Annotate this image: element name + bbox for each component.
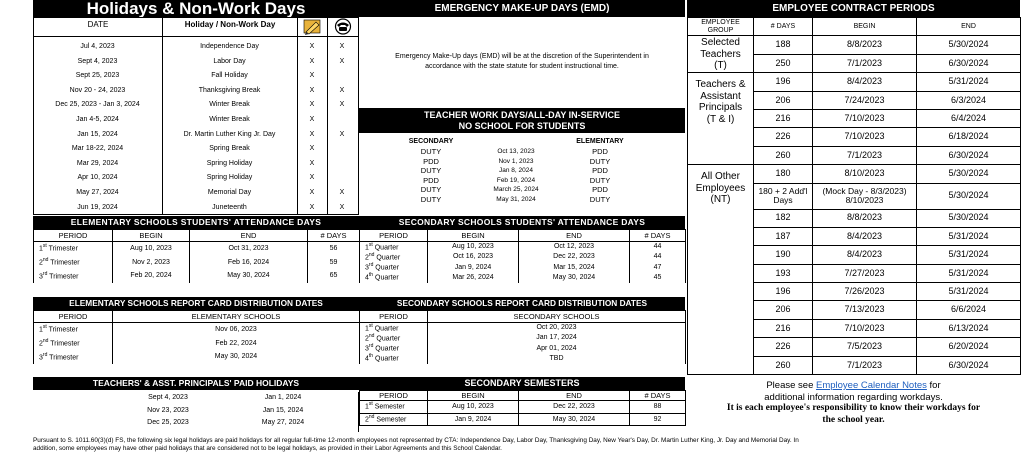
table-row (688, 165, 1021, 183)
holiday-a: X (309, 86, 315, 94)
days-cell: 260 (754, 146, 813, 164)
days-cell: 187 (754, 227, 813, 245)
begin-cell: 7/1/2023 (813, 54, 917, 72)
twd-row (396, 195, 642, 205)
days-cell: 190 (754, 246, 813, 264)
holiday-name: Fall Holiday (211, 72, 248, 80)
holiday-a: X (309, 203, 315, 211)
end-cell: May 30, 2024 (519, 413, 630, 426)
twd-sec: DUTY (420, 185, 442, 195)
begin-cell: Jan 9, 2024 (428, 413, 519, 426)
holiday-row (33, 186, 359, 201)
sem-table (359, 390, 686, 426)
period-cell: 1st Semester (360, 401, 428, 414)
table-row (360, 401, 686, 414)
table-row (34, 255, 360, 269)
table-row (360, 343, 686, 353)
holiday-b: X (339, 203, 345, 211)
col-header: EMPLOYEE GROUP (688, 18, 754, 36)
col-header: END (519, 230, 630, 242)
holidays-col-name: Holiday / Non-Work Day (184, 20, 276, 29)
days-cell: 45 (630, 272, 686, 282)
end-cell: 6/30/2024 (917, 54, 1021, 72)
period-cell: 2nd Quarter (360, 252, 428, 262)
holiday-b: X (339, 86, 345, 94)
paid-date: Dec 25, 2023 (147, 419, 189, 426)
twd-date: Oct 13, 2023 (497, 148, 535, 155)
holidays-title: Holidays & Non-Work Days (33, 0, 359, 17)
days-cell: 44 (630, 242, 686, 252)
twd-elem: PDD (592, 166, 608, 176)
end-cell: 6/30/2024 (917, 356, 1021, 374)
period-cell: 3rd Trimester (34, 269, 113, 283)
begin-cell: Aug 10, 2023 (428, 242, 519, 252)
holiday-date: Dec 25, 2023 - Jan 3, 2024 (55, 101, 140, 109)
period-cell: 3rd Quarter (360, 343, 428, 353)
end-cell: 5/30/2024 (917, 165, 1021, 183)
holiday-b: X (339, 101, 345, 109)
paid-list (33, 392, 359, 432)
days-cell: 216 (754, 319, 813, 337)
holiday-date: Jan 15, 2024 (77, 130, 118, 138)
twd-sec: DUTY (420, 147, 442, 156)
begin-cell: 7/5/2023 (813, 338, 917, 356)
col-header: PERIOD (360, 230, 428, 242)
twd-row (396, 157, 642, 167)
days-cell: 226 (754, 128, 813, 146)
emd-text: Emergency Make-Up days (EMD) will be at the discretion of the Superintendent in accordance with the state statute for student instructional time. (395, 53, 649, 70)
employee-group: All Other Employees (NT) (688, 165, 754, 375)
date-cell: May 30, 2024 (113, 350, 360, 364)
begin-cell: 8/4/2023 (813, 246, 917, 264)
holiday-b: X (339, 188, 345, 196)
holiday-name: Thanksgiving Break (198, 86, 261, 94)
begin-cell: Feb 20, 2024 (113, 269, 190, 283)
footer-note: Pursuant to S. 1011.60(3)(d) FS, the following six legal holidays are paid holidays for all regular full-time 12-month employees not represented by CTA: Independence Day, Labor Day, Thanksgiving Day, New Year's Day, Dr. Martin Luther King, Jr. Day and Memorial Day. In addition, some employees may have other paid holidays that are considered not to be legal holidays, as provided in their Labor Agreements and this School Calendar. (33, 437, 799, 452)
holiday-date: Mar 29, 2024 (76, 159, 119, 167)
begin-cell: 8/8/2023 (813, 36, 917, 54)
twd-date: March 25, 2024 (493, 186, 539, 194)
pencil-icon (302, 18, 324, 35)
days-cell: 188 (754, 36, 813, 54)
col-header: PERIOD (360, 311, 428, 323)
days-cell: 180 + 2 Add'l Days (754, 183, 813, 209)
days-cell: 216 (754, 109, 813, 127)
elem-att-table (33, 229, 360, 283)
holiday-a: X (309, 72, 315, 80)
begin-cell: 7/10/2023 (813, 128, 917, 146)
days-cell: 260 (754, 356, 813, 374)
col-header: END (519, 391, 630, 401)
col-header: # DAYS (630, 230, 686, 242)
days-cell: 88 (630, 401, 686, 414)
table-row (34, 350, 360, 364)
holiday-a: X (309, 115, 315, 123)
begin-cell: 7/13/2023 (813, 301, 917, 319)
table-row (688, 36, 1021, 54)
table-row (360, 262, 686, 272)
end-cell: 5/30/2024 (917, 209, 1021, 227)
begin-cell: 8/4/2023 (813, 73, 917, 91)
end-cell: 5/31/2024 (917, 73, 1021, 91)
date-cell: TBD (428, 353, 686, 363)
paid-row (33, 405, 358, 418)
employee-group: Teachers & Assistant Principals (T & I) (688, 73, 754, 165)
begin-cell: Nov 2, 2023 (113, 255, 190, 269)
table-row (688, 73, 1021, 91)
twd-sec: PDD (423, 156, 439, 166)
paid-date: Jan 1, 2024 (264, 394, 302, 401)
table-header (34, 230, 360, 242)
end-cell: 6/6/2024 (917, 301, 1021, 319)
twd-row (396, 147, 642, 157)
end-cell: Mar 15, 2024 (519, 262, 630, 272)
date-cell: Jan 17, 2024 (428, 333, 686, 343)
twd-sec: DUTY (420, 166, 442, 176)
holiday-row (33, 69, 359, 84)
twd-row (396, 176, 642, 186)
table-row (360, 353, 686, 363)
table-row (360, 413, 686, 426)
period-cell: 1st Trimester (34, 323, 113, 337)
begin-cell: 7/1/2023 (813, 356, 917, 374)
holiday-name: Dr. Martin Luther King Jr. Day (183, 130, 276, 138)
begin-cell: 7/1/2023 (813, 146, 917, 164)
telephone-icon (331, 18, 355, 35)
end-cell: 5/30/2024 (917, 183, 1021, 209)
holiday-row (33, 55, 359, 70)
period-cell: 2nd Trimester (34, 255, 113, 269)
end-cell: 6/13/2024 (917, 319, 1021, 337)
days-cell: 196 (754, 73, 813, 91)
table-row (360, 272, 686, 282)
holiday-name: Winter Break (209, 115, 250, 123)
holiday-date: Apr 10, 2024 (77, 174, 118, 182)
table-row (360, 333, 686, 343)
table-row (360, 252, 686, 262)
table-header (34, 311, 360, 323)
holiday-a: X (309, 57, 315, 65)
days-cell: 182 (754, 209, 813, 227)
holiday-date: Jan 4-5, 2024 (76, 115, 119, 123)
twd-col-elem: ELEMENTARY (576, 138, 624, 145)
table-row (34, 269, 360, 283)
days-cell: 92 (630, 413, 686, 426)
holiday-row (33, 157, 359, 172)
begin-cell: 8/10/2023 (813, 165, 917, 183)
holiday-date: Sept 4, 2023 (77, 57, 118, 65)
col-header: BEGIN (428, 391, 519, 401)
paid-date: Sept 4, 2023 (148, 394, 188, 401)
holiday-name: Independence Day (200, 43, 259, 50)
col-header: # DAYS (308, 230, 360, 242)
holiday-a: X (309, 188, 315, 196)
holiday-row (33, 84, 359, 99)
end-cell: 6/30/2024 (917, 146, 1021, 164)
twd-list (396, 147, 642, 205)
period-cell: 3rd Quarter (360, 262, 428, 272)
twd-sec: DUTY (420, 194, 442, 204)
holiday-name: Spring Holiday (206, 174, 253, 182)
end-cell: 6/4/2024 (917, 109, 1021, 127)
twd-date: Jan 8, 2024 (499, 167, 533, 175)
holiday-date: May 27, 2024 (76, 188, 119, 196)
elem-rc-title: ELEMENTARY SCHOOLS REPORT CARD DISTRIBUTION DATES (33, 297, 359, 310)
days-cell: 56 (308, 242, 360, 256)
twd-row (396, 185, 642, 195)
holiday-a: X (309, 43, 315, 50)
end-cell: 6/18/2024 (917, 128, 1021, 146)
sec-att-table (359, 229, 686, 283)
end-cell: Oct 12, 2023 (519, 242, 630, 252)
table-header (360, 391, 686, 401)
holiday-date: Mar 18-22, 2024 (71, 145, 124, 153)
elem-rc-table (33, 310, 360, 364)
end-cell: 5/31/2024 (917, 227, 1021, 245)
holiday-name: Memorial Day (207, 188, 252, 196)
twd-date: Feb 19, 2024 (496, 176, 536, 184)
begin-cell: 7/26/2023 (813, 283, 917, 301)
col-header: BEGIN (428, 230, 519, 242)
begin-cell: 8/8/2023 (813, 209, 917, 227)
holiday-row (33, 98, 359, 113)
begin-cell: 7/10/2023 (813, 319, 917, 337)
col-header: END (917, 18, 1021, 36)
period-cell: 2nd Trimester (34, 336, 113, 350)
contract-title: EMPLOYEE CONTRACT PERIODS (687, 0, 1020, 17)
table-row (34, 242, 360, 256)
begin-cell: 7/24/2023 (813, 91, 917, 109)
paid-row (33, 392, 358, 405)
days-cell: 206 (754, 91, 813, 109)
end-cell: 5/31/2024 (917, 246, 1021, 264)
end-cell: May 30, 2024 (519, 272, 630, 282)
holiday-b: X (339, 43, 345, 50)
table-row (34, 336, 360, 350)
holiday-row (33, 171, 359, 186)
end-cell: Dec 22, 2023 (519, 252, 630, 262)
days-cell: 226 (754, 338, 813, 356)
holiday-row (33, 113, 359, 128)
paid-date: May 27, 2024 (261, 419, 305, 426)
days-cell: 47 (630, 262, 686, 272)
col-header: END (190, 230, 308, 242)
days-cell: 59 (308, 255, 360, 269)
date-cell: Apr 01, 2024 (428, 343, 686, 353)
twd-elem: DUTY (589, 156, 611, 166)
holiday-date: Sept 25, 2023 (75, 72, 120, 80)
days-cell: 44 (630, 252, 686, 262)
employee-calendar-notes-link[interactable]: Employee Calendar Notes (816, 380, 927, 391)
paid-row (33, 417, 358, 430)
period-cell: 4th Quarter (360, 353, 428, 363)
holiday-name: Labor Day (213, 57, 246, 65)
employee-group: Selected Teachers (T) (688, 36, 754, 73)
days-cell: 196 (754, 283, 813, 301)
twd-col-sec: SECONDARY (408, 138, 454, 145)
days-cell: 180 (754, 165, 813, 183)
paid-title: TEACHERS' & ASST. PRINCIPALS' PAID HOLIDAYS (33, 377, 359, 390)
end-cell: 6/20/2024 (917, 338, 1021, 356)
end-cell: Oct 31, 2023 (190, 242, 308, 256)
holiday-name: Spring Holiday (206, 159, 253, 167)
table-header (360, 311, 686, 323)
elem-att-title: ELEMENTARY SCHOOLS STUDENTS' ATTENDANCE DAYS (33, 216, 359, 229)
holiday-date: Jul 4, 2023 (80, 43, 115, 50)
holiday-row (33, 201, 359, 216)
col-header: PERIOD (34, 311, 113, 323)
sec-rc-title: SECONDARY SCHOOLS REPORT CARD DISTRIBUTION DATES (359, 297, 685, 310)
end-cell: May 30, 2024 (190, 269, 308, 283)
sec-att-title: SECONDARY SCHOOLS STUDENTS' ATTENDANCE DAYS (359, 216, 685, 229)
date-cell: Feb 22, 2024 (113, 336, 360, 350)
begin-cell: Oct 16, 2023 (428, 252, 519, 262)
date-cell: Nov 06, 2023 (113, 323, 360, 337)
holiday-a: X (309, 159, 315, 167)
date-cell: Oct 20, 2023 (428, 323, 686, 333)
twd-elem: PDD (592, 185, 608, 195)
holiday-name: Winter Break (209, 101, 250, 109)
period-cell: 4th Quarter (360, 272, 428, 282)
holiday-name: Spring Break (209, 145, 250, 153)
emd-title: EMERGENCY MAKE-UP DAYS (EMD) (359, 0, 685, 17)
col-header: PERIOD (34, 230, 113, 242)
paid-date: Jan 15, 2024 (262, 406, 304, 414)
days-cell: 65 (308, 269, 360, 283)
days-cell: 250 (754, 54, 813, 72)
begin-cell: Aug 10, 2023 (428, 401, 519, 414)
end-cell: Feb 16, 2024 (190, 255, 308, 269)
period-cell: 3rd Trimester (34, 350, 113, 364)
period-cell: 1st Quarter (360, 242, 428, 252)
begin-cell: Mar 26, 2024 (428, 272, 519, 282)
holiday-list (33, 40, 359, 215)
end-cell: Dec 22, 2023 (519, 401, 630, 414)
holiday-a: X (309, 101, 315, 109)
twd-title: TEACHER WORK DAYS/ALL-DAY IN-SERVICE NO SCHOOL FOR STUDENTS (359, 108, 685, 133)
begin-cell: (Mock Day - 8/3/2023) 8/10/2023 (813, 183, 917, 209)
end-cell: 6/3/2024 (917, 91, 1021, 109)
begin-cell: 7/10/2023 (813, 109, 917, 127)
col-header: ELEMENTARY SCHOOLS (113, 311, 360, 323)
col-header: BEGIN (113, 230, 190, 242)
period-cell: 1st Quarter (360, 323, 428, 333)
holiday-date: Jun 19, 2024 (77, 203, 118, 211)
holiday-b: X (339, 57, 345, 65)
holiday-b: X (339, 130, 345, 138)
twd-sec: PDD (423, 175, 439, 185)
begin-cell: 7/27/2023 (813, 264, 917, 282)
days-cell: 193 (754, 264, 813, 282)
holiday-row (33, 40, 359, 55)
col-header: # DAYS (630, 391, 686, 401)
col-header: PERIOD (360, 391, 428, 401)
col-header: SECONDARY SCHOOLS (428, 311, 686, 323)
twd-row (396, 166, 642, 176)
table-row (360, 242, 686, 252)
begin-cell: Aug 10, 2023 (113, 242, 190, 256)
twd-elem: DUTY (589, 175, 611, 185)
col-header: # DAYS (754, 18, 813, 36)
period-cell: 1st Trimester (34, 242, 113, 256)
twd-date: May 31, 2024 (496, 195, 536, 203)
holiday-row (33, 142, 359, 157)
holiday-date: Nov 20 - 24, 2023 (69, 86, 126, 94)
contract-table (687, 17, 1021, 375)
twd-elem: PDD (592, 147, 608, 156)
end-cell: 5/31/2024 (917, 283, 1021, 301)
period-cell: 2nd Semester (360, 413, 428, 426)
holidays-col-date: DATE (87, 20, 109, 29)
col-header: BEGIN (813, 18, 917, 36)
holiday-a: X (309, 174, 315, 182)
days-cell: 206 (754, 301, 813, 319)
period-cell: 2nd Quarter (360, 333, 428, 343)
paid-date: Nov 23, 2023 (147, 406, 189, 414)
end-cell: 5/30/2024 (917, 36, 1021, 54)
holiday-a: X (309, 130, 315, 138)
holiday-name: Juneteenth (212, 203, 247, 211)
sec-rc-table (359, 310, 686, 364)
holiday-a: X (309, 145, 315, 153)
table-header (360, 230, 686, 242)
twd-date: Nov 1, 2023 (498, 157, 534, 165)
sem-title: SECONDARY SEMESTERS (359, 377, 685, 390)
table-header (688, 18, 1021, 36)
table-row (34, 323, 360, 337)
contract-note: Please see Employee Calendar Notes for additional information regarding workdays. It is each employee's responsibility to know their workdays for the school year. (726, 380, 981, 425)
begin-cell: Jan 9, 2024 (428, 262, 519, 272)
holiday-row (33, 128, 359, 143)
begin-cell: 8/4/2023 (813, 227, 917, 245)
end-cell: 5/31/2024 (917, 264, 1021, 282)
table-row (360, 323, 686, 333)
twd-elem: DUTY (589, 194, 611, 204)
